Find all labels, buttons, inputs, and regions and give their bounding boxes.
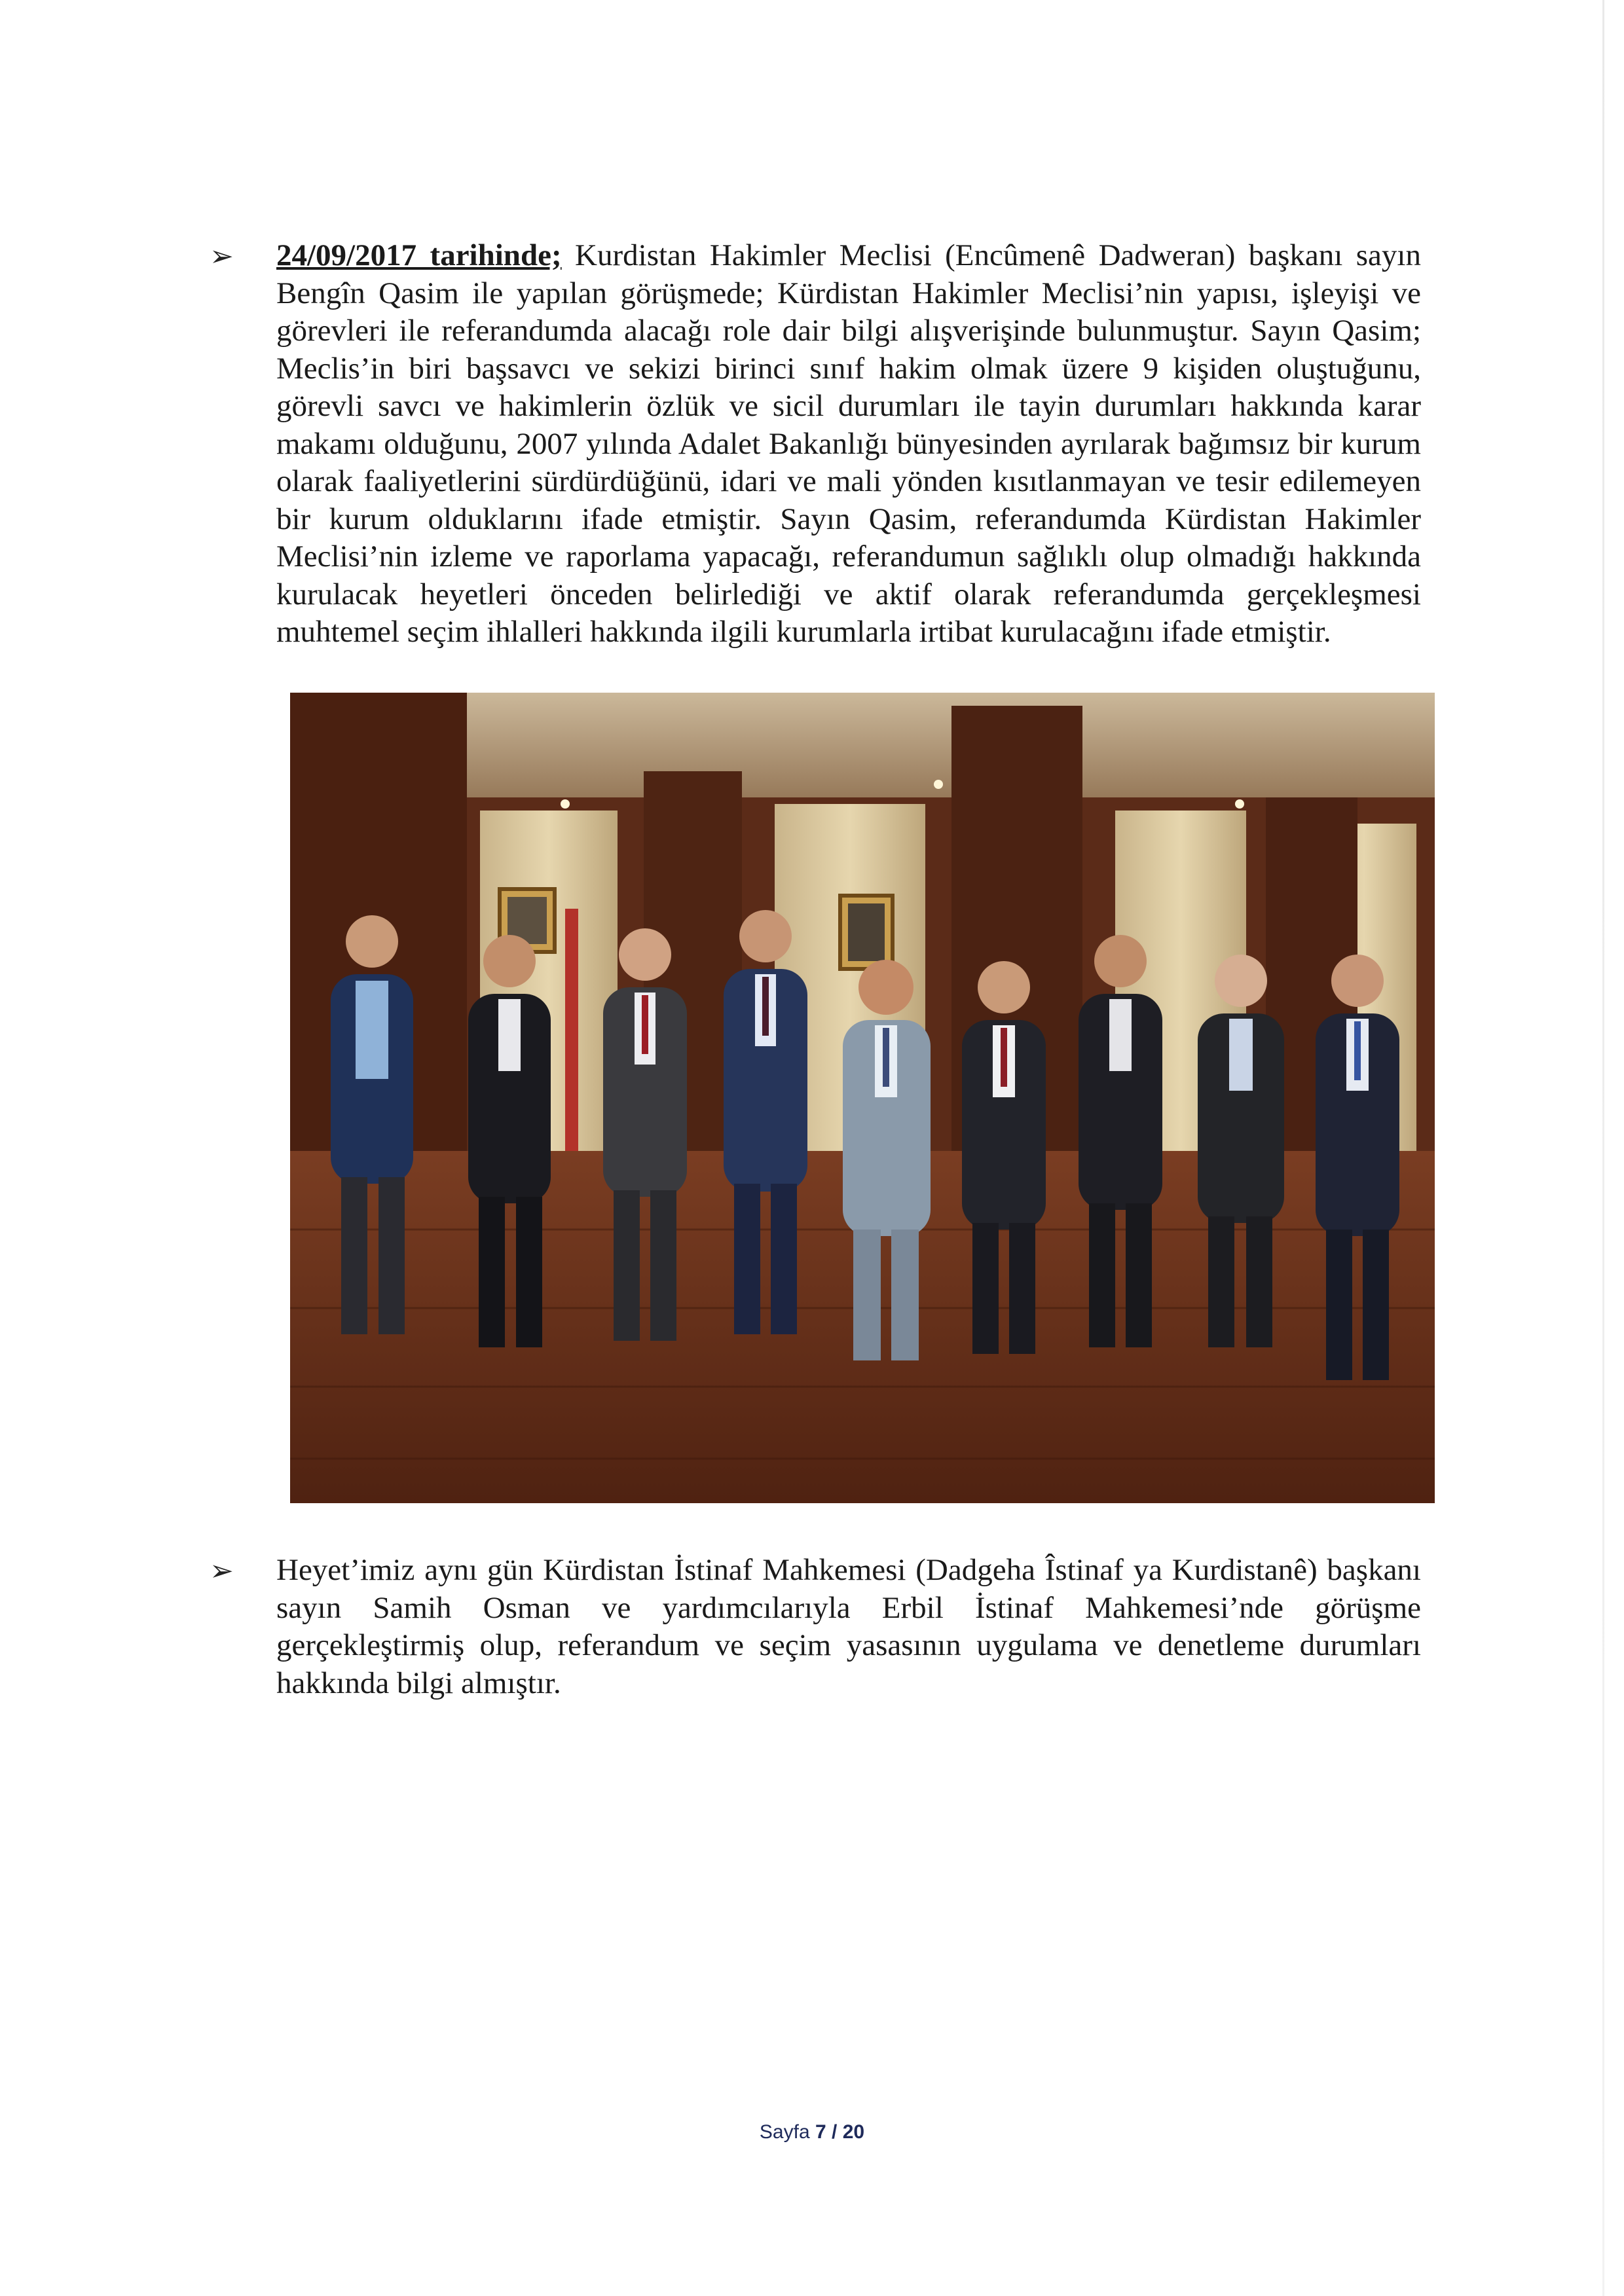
scan-edge: [1602, 0, 1604, 2296]
paragraph-2: Heyet’imiz aynı gün Kürdistan İstinaf Mahkemesi (Dadgeha Îstinaf ya Kurdistanê) başkanı sayın Samih Osman ve yardımcılarıyla Erbil İstinaf Mahkemesi’nde görüşme gerçekleştirmiş olup, referandum ve seçim yasasının uygulama ve denetleme durumları hakkında bilgi almıştır.: [276, 1553, 1421, 1700]
page-total: 20: [842, 2121, 865, 2143]
paragraph-1-text: Kurdistan Hakimler Meclisi (Encûmenê Dadweran) başkanı sayın Bengîn Qasim ile yapılan görüşmede; Kürdistan Hakimler Meclisi’nin yapısı, işleyişi ve görevleri ile referandumda alacağı role dair bilgi alışverişinde bulunmuştur. Sayın Qasim; Meclis’in biri başsavcı ve sekizi birinci sınıf hakim olmak üzere 9 kişiden oluştuğunu, görevli savcı ve hakimlerin özlük ve sicil durumları ile tayin durumları hakkında karar makamı olduğunu, 2007 yılında Adalet Bakanlığı bünyesinden ayrılarak bağımsız bir kurum olarak faaliyetlerini sürdürdüğünü, idari ve mali yönden kısıtlanmayan ve tesir edilemeyen bir kurum olduklarını ifade etmiştir. Sayın Qasim, referandumda Kürdistan Hakimler Meclisi’nin izleme ve raporlama yapacağı, referandumun sağlıklı olup olmadığı hakkında kurulacak heyetleri önceden belirlediği ve aktif olarak referandumda gerçekleşmesi muhtemel seçim ihlalleri hakkında ilgili kurumlarla irtibat kurulacağını ifade etmiştir.: [276, 238, 1421, 649]
arrowhead-bullet-icon: ➢: [210, 240, 234, 273]
paragraph-1: [276, 237, 1421, 651]
page-separator: /: [832, 2121, 838, 2143]
bullet-item-2: [210, 1552, 1421, 1733]
page-current: 7: [815, 2121, 826, 2143]
group-photo: [290, 693, 1435, 1503]
arrowhead-bullet-icon: ➢: [210, 1554, 234, 1588]
bullet-item-1: [210, 237, 1421, 682]
date-lead: 24/09/2017 tarihinde;: [276, 238, 562, 272]
page-number-footer: [0, 2121, 1624, 2143]
page-label: Sayfa: [759, 2121, 810, 2143]
